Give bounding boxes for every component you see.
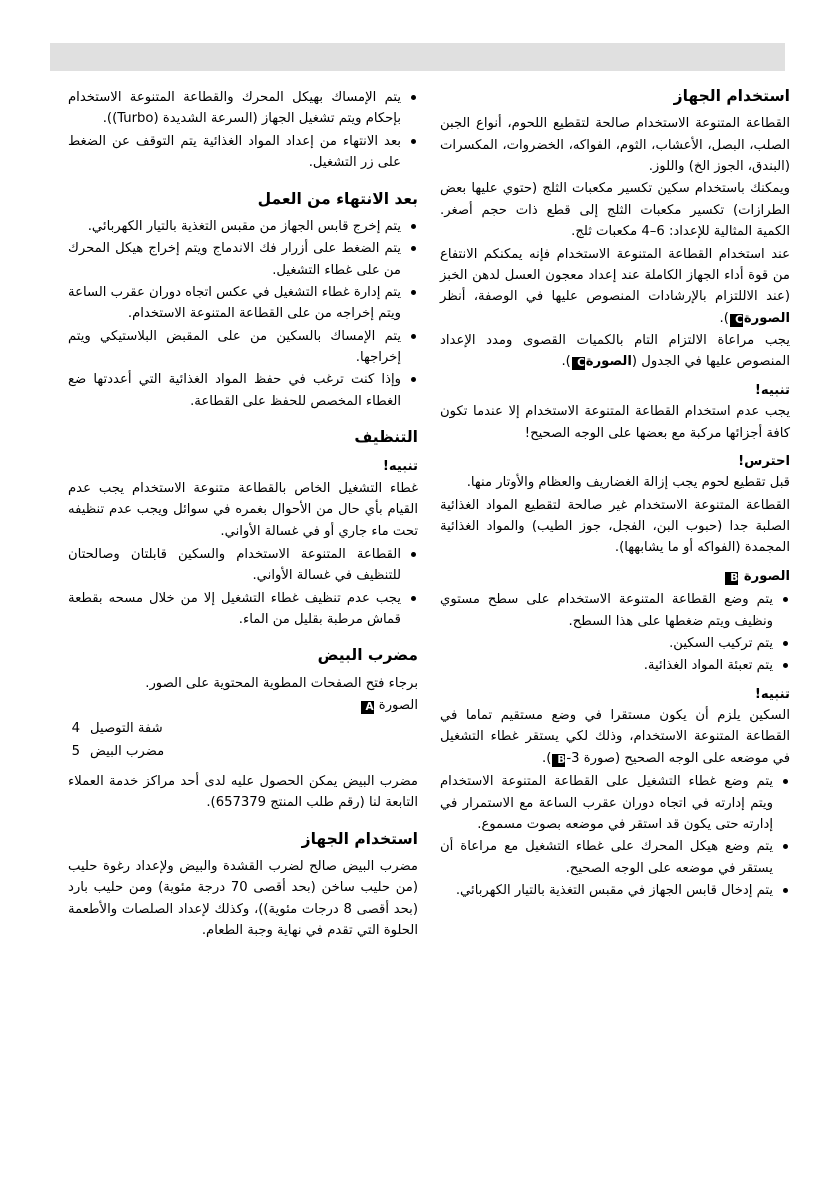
list-operation-steps <box>68 87 418 174</box>
list-whisk-parts <box>68 718 418 763</box>
list-item: يتم تعبئة المواد الغذائية. <box>440 655 790 676</box>
figure-a-heading <box>68 695 418 716</box>
list-item: يتم وضع القطاعة المتنوعة الاستخدام على سطح مستوي ونظيف ويتم ضغطها على هذا السطح. <box>440 589 790 632</box>
figure-badge-a: A <box>361 701 374 714</box>
paragraph-ice-crusher: ويمكنك باستخدام سكين تكسير مكعبات الثلج (حتوي عليها بعض الطرازات) تكسير مكعبات الثلج إلى قطع ذات حجم أصغر. الكمية المثالية للإعداد: 6–4 مكعبات ثلج. <box>440 181 790 240</box>
notice-body-2-tail: ). <box>542 750 552 766</box>
figure-c-label-2: الصورة <box>585 354 632 370</box>
part-label: مضرب البيض <box>90 744 165 760</box>
list-item: يتم إدخال قابس الجهاز في مقبس التغذية بالتيار الكهربائي. <box>440 880 790 901</box>
whisk-foldout-instruction: برجاء فتح الصفحات المطوية المحتوية على الصور. <box>145 675 418 691</box>
heading-cleaning: التنظيف <box>354 428 418 447</box>
list-item: وإذا كنت ترغب في حفظ المواد الغذائية التي أعددتها ضع الغطاء المخصص للحفظ على القطاعة. <box>68 369 418 412</box>
list-after-work-steps <box>68 216 418 412</box>
left-column <box>68 85 418 1105</box>
list-item: يتم وضع هيكل المحرك على غطاء التشغيل مع مراعاة أن يستقر في موضعه على الوجه الصحيح. <box>440 836 790 879</box>
right-column <box>440 85 790 1105</box>
list-item <box>68 718 418 741</box>
figure-c-label-1: الصورة <box>743 310 790 326</box>
cleaning-notice-title: تنبيه! <box>382 459 418 475</box>
heading-using-the-appliance-2: استخدام الجهاز <box>301 829 418 848</box>
heading-using-the-appliance: استخدام الجهاز <box>673 87 790 105</box>
heading-egg-whisk: مضرب البيض <box>317 646 418 665</box>
notice-title-2: تنبيه! <box>754 686 790 702</box>
figure-a-label: الصورة <box>378 698 418 713</box>
part-label: شفة التوصيل <box>90 721 163 737</box>
list-assembly-steps <box>440 771 790 901</box>
figure-badge-b-1: B <box>725 572 738 585</box>
notice-body-2-text: السكين يلزم أن يكون مستقرا في وضع مستقيم تماما في القطاعة المتنوعة الاستخدام، وذلك لكي يستقر غطاء التشغيل في موضعه على الوجه الصحيح (صورة 3- <box>440 708 790 766</box>
notice-body-2 <box>440 705 790 769</box>
caution-title: احترس! <box>738 453 790 469</box>
part-number: 5 <box>71 744 80 760</box>
paragraph-max-quantities <box>440 330 790 373</box>
list-figure-b-steps <box>440 589 790 677</box>
list-item <box>68 741 418 764</box>
spacer <box>68 764 418 771</box>
list-item: يتم إدارة غطاء التشغيل في عكس اتجاه دوران عقرب الساعة ويتم إخراجه من على القطاعة المتنوعة الاستخدام. <box>68 282 418 325</box>
figure-badge-c-1: C <box>730 314 743 327</box>
notice-body-1: يجب عدم استخدام القطاعة المتنوعة الاستخدام إلا عندما تكون كافة أجزائها مركبة مع بعضها على الوجه الصحيح! <box>440 404 790 441</box>
paragraph-max-quantities-tail: ). <box>561 354 571 370</box>
paragraph-honey-spread <box>440 244 790 330</box>
list-item: يتم الإمساك بهيكل المحرك والقطاعة المتنوعة الاستخدام بإحكام ويتم تشغيل الجهاز (السرعة الشديدة (Turbo)). <box>68 87 418 130</box>
caution-body-hard-foods: القطاعة المتنوعة الاستخدام غير صالحة لتقطيع المواد الغذائية الصلبة جدا (حبوب البن، الفجل، جوز الطيب) والمواد الغذائية المجمدة (الفواكه أو ما يشابهها). <box>440 497 790 556</box>
heading-after-finishing-work: بعد الانتهاء من العمل <box>257 189 418 208</box>
list-item: يتم تركيب السكين. <box>440 633 790 654</box>
figure-b-label: الصورة <box>743 568 790 584</box>
paragraph-max-quantities-text: يجب مراعاة الالتزام التام بالكميات القصوى ومدد الإعداد المنصوص عليها في الجدول ( <box>440 333 790 370</box>
paragraph-honey-spread-tail: ). <box>719 310 729 326</box>
page-header-bar <box>50 43 785 71</box>
notice-title-1: تنبيه! <box>754 382 790 398</box>
list-item: يتم الإمساك بالسكين من على المقبض البلاستيكي ويتم إخراجها. <box>68 326 418 369</box>
figure-b-heading <box>440 566 790 587</box>
list-item: بعد الانتهاء من إعداد المواد الغذائية يتم التوقف عن الضغط على زر التشغيل. <box>68 131 418 174</box>
paragraph-suitable-foods: القطاعة المتنوعة الاستخدام صالحة لتقطيع اللحوم، أنواع الجبن الصلب، البصل، الأعشاب، الثوم، الفواكه، الخضروات، المكسرات (البندق، الجوز الخ) واللوز. <box>440 116 790 174</box>
two-column-body <box>50 85 790 1105</box>
part-number: 4 <box>71 721 80 737</box>
figure-badge-b-2: B <box>552 754 565 767</box>
caution-body-remove-bones: قبل تقطيع لحوم يجب إزالة الغضاريف والعظام والأوتار منها. <box>466 475 790 491</box>
list-item: يتم وضع غطاء التشغيل على القطاعة المتنوعة الاستخدام ويتم إدارته في اتجاه دوران عقرب الساعة مع الاستمرار في إدارته حتى يكون قد استقر في موضعه بصوت مسموع. <box>440 771 790 835</box>
list-cleaning-steps <box>68 544 418 631</box>
whisk-order-note: مضرب البيض يمكن الحصول عليه لدى أحد مراكز خدمة العملاء التابعة لنا (رقم طلب المنتج 657379). <box>68 773 418 811</box>
list-item: يجب عدم تنظيف غطاء التشغيل إلا من خلال مسحه بقطعة قماش مرطبة بقليل من الماء. <box>68 588 418 631</box>
cleaning-notice-body: غطاء التشغيل الخاص بالقطاعة متنوعة الاستخدام يجب عدم القيام بأي حال من الأحوال بغمره في سوائل ويجب عدم تنظيفه تحت ماء جاري أو في غسالة الأواني. <box>68 480 418 539</box>
list-item: القطاعة المتنوعة الاستخدام والسكين قابلتان وصالحتان للتنظيف في غسالة الأواني. <box>68 544 418 587</box>
figure-badge-c-2: C <box>572 357 585 370</box>
paragraph-honey-spread-text: عند استخدام القطاعة المتنوعة الاستخدام فإنه يمكنكم الانتفاع من قوة أداء الجهاز الكاملة عند إعداد معجون العسل لدهن الخبز (عند الاللتزام بالإرشادات المنصوص عليها في الوصفة، أنظر <box>440 246 790 305</box>
list-item: يتم إخرج قابس الجهاز من مقبس التغذية بالتيار الكهربائي. <box>68 216 418 237</box>
whisk-usage-body: مضرب البيض صالح لضرب القشدة والبيض ولإعداد رغوة حليب (من حليب ساخن (بحد أقصى 70 درجة مئوية) ومن حليب بارد (بحد أقصى 8 درجات مئوية))، وكذلك لإعداد الصلصات والأطعمة الحلوة التي تقدم في نهاية وجبة الطعام. <box>68 858 419 938</box>
list-item: يتم الضغط على أزرار فك الاندماج ويتم إخراج هيكل المحرك من على غطاء التشغيل. <box>68 238 418 281</box>
